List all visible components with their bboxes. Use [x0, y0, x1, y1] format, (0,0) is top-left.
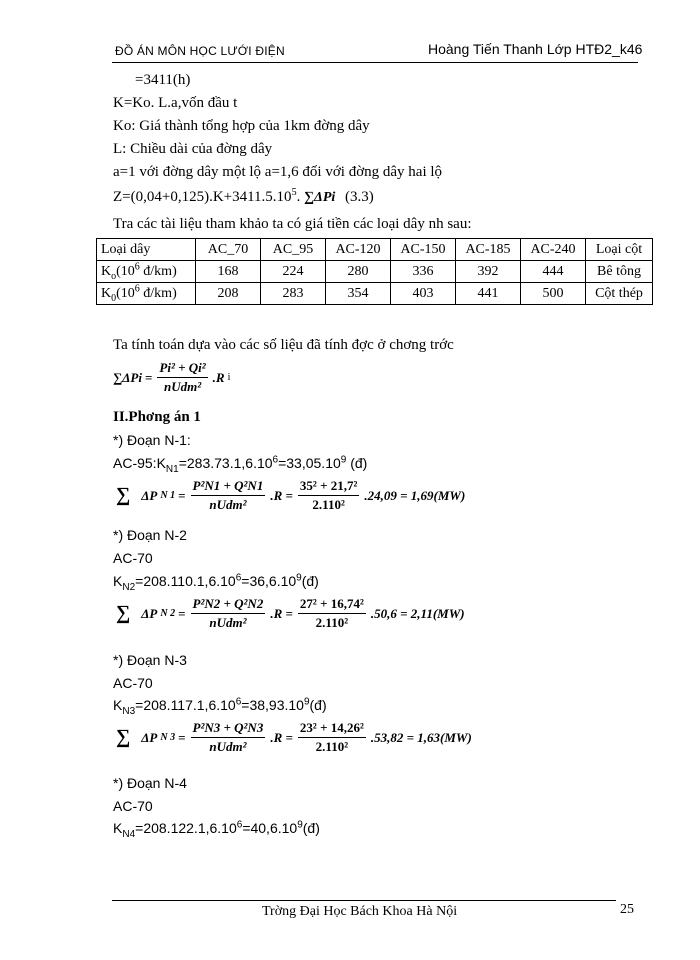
- table-cell: 441: [456, 283, 521, 305]
- table-cell: 403: [391, 283, 456, 305]
- table-header-cell: Loại cột: [586, 239, 653, 261]
- line-l-def: L: Chiều dài của đờng dây: [113, 141, 273, 157]
- segment-n3-cost: $K_{N3}=208.117.1,6.10^6=38,93.10^9(đ)$: [113, 696, 327, 717]
- page-number: 25: [620, 902, 634, 917]
- line-a-def: a=1 với đờng dây một lộ a=1,6 đối với đờng dây hai lộ: [113, 164, 443, 180]
- table-row-label: $K_o(10^6$ đ/km): [97, 261, 196, 283]
- table-header-cell: AC_70: [196, 239, 261, 261]
- header-title: ĐỒ ÁN MÔN HỌC LƯỚI ĐIỆN: [115, 44, 285, 58]
- segment-n3-title: *) Đoạn N-3: [113, 652, 187, 668]
- formula-fraction: [157, 360, 207, 395]
- table-cell: 444: [521, 261, 586, 283]
- line-capital: K=Ko. L.a,vốn đầu t: [113, 95, 238, 111]
- table-cell: 336: [391, 261, 456, 283]
- segment-n3-wire: AC-70: [113, 675, 153, 691]
- table-cell: Cột thép: [586, 283, 653, 305]
- table-cell: 392: [456, 261, 521, 283]
- table-header-cell: AC-185: [456, 239, 521, 261]
- table-cell: 224: [261, 261, 326, 283]
- table-cell: 168: [196, 261, 261, 283]
- table-header-row: [97, 239, 653, 261]
- formula-lhs: ∑ΔPi: [113, 369, 142, 385]
- formula-denominator: nUdm²: [163, 379, 202, 394]
- segment-n1-title: *) Đoạn N-1:: [113, 432, 191, 448]
- header-author: Hoàng Tiến Thanh Lớp HTĐ2_k46: [428, 41, 643, 57]
- sum-icon: ∑: [116, 726, 131, 748]
- segment-n3-loss-formula: ∑ ΔP N 3 = $\frac{\text{P²N3 + Q²N3}}{\text{nUdm²}}$ .R = $\frac{\text{23² + 14,26²}}{\text{2.110²}}$ .53,82 = 1,63(MW): [116, 720, 472, 754]
- line-calc-intro: Ta tính toán dựa vào các số liệu đã tính đợc ở chơng trớc: [113, 337, 454, 353]
- footer-rule: [112, 900, 616, 901]
- table-header-cell: AC-240: [521, 239, 586, 261]
- table-cell: 280: [326, 261, 391, 283]
- footer-school: Trờng Đại Học Bách Khoa Hà Nội: [262, 904, 458, 919]
- section-heading: II.Phơng án 1: [113, 409, 201, 425]
- line-hours: =3411(h): [135, 72, 191, 88]
- table-row: [97, 261, 653, 283]
- segment-n4-cost: $K_{N4}=208.122.1,6.10^6=40,6.10^9(đ)$: [113, 819, 320, 840]
- table-cell: 208: [196, 283, 261, 305]
- table-header-cell: AC_95: [261, 239, 326, 261]
- line-z-formula: $Z=(0,04+0,125).K+3411.5.10^5$. ∑ΔPi (3.3): [113, 187, 374, 205]
- table-header-cell: AC-150: [391, 239, 456, 261]
- segment-n4-wire: AC-70: [113, 798, 153, 814]
- table-row-label: $K_0(10^6$ đ/km): [97, 283, 196, 305]
- formula-tail: .R: [212, 369, 225, 385]
- wire-cost-table: [96, 238, 653, 305]
- table-cell: 283: [261, 283, 326, 305]
- line-table-intro: Tra các tài liệu tham khảo ta có giá tiền các loại dây nh sau:: [113, 216, 472, 232]
- segment-n1-cost: $AC-95:K_{N1}=283.73.1,6.10^6=33,05.10^9$ (đ): [113, 454, 368, 475]
- segment-n2-title: *) Đoạn N-2: [113, 527, 187, 543]
- formula-numerator: Pi² + Qi²: [157, 360, 207, 378]
- header-rule: [112, 62, 638, 63]
- table-header-cell: Loại dây: [97, 239, 196, 261]
- formula-eq: =: [144, 369, 153, 385]
- segment-n1-loss-formula: ∑ ΔP N 1 = $\frac{\text{P²N1 + Q²N1}}{\text{nUdm²}}$ .R = $\frac{\text{35² + 21,7²}}{\text{2.110²}}$ .24,09 = 1,69(MW): [116, 478, 466, 512]
- table-cell: 354: [326, 283, 391, 305]
- segment-n2-wire: AC-70: [113, 550, 153, 566]
- sum-icon: ∑: [116, 484, 131, 506]
- table-row: [97, 283, 653, 305]
- formula-general: ∑ΔPi = $\frac{\text{Pi² + Qi²}}{\text{nUdm²}}$ .R i: [113, 360, 231, 394]
- segment-n2-loss-formula: ∑ ΔP N 2 = $\frac{\text{P²N2 + Q²N2}}{\text{nUdm²}}$ .R = $\frac{\text{27² + 16,74²}}{\text{2.110²}}$ .50,6 = 2,11(MW): [116, 596, 465, 630]
- sum-icon: ∑: [116, 602, 131, 624]
- table-cell: Bê tông: [586, 261, 653, 283]
- table-header-cell: AC-120: [326, 239, 391, 261]
- line-ko-def: Ko: Giá thành tổng hợp của 1km đờng dây: [113, 118, 370, 134]
- table-cell: 500: [521, 283, 586, 305]
- segment-n4-title: *) Đoạn N-4: [113, 775, 187, 791]
- segment-n2-cost: $K_{N2}=208.110.1,6.10^6=36,6.10^9(đ)$: [113, 572, 319, 593]
